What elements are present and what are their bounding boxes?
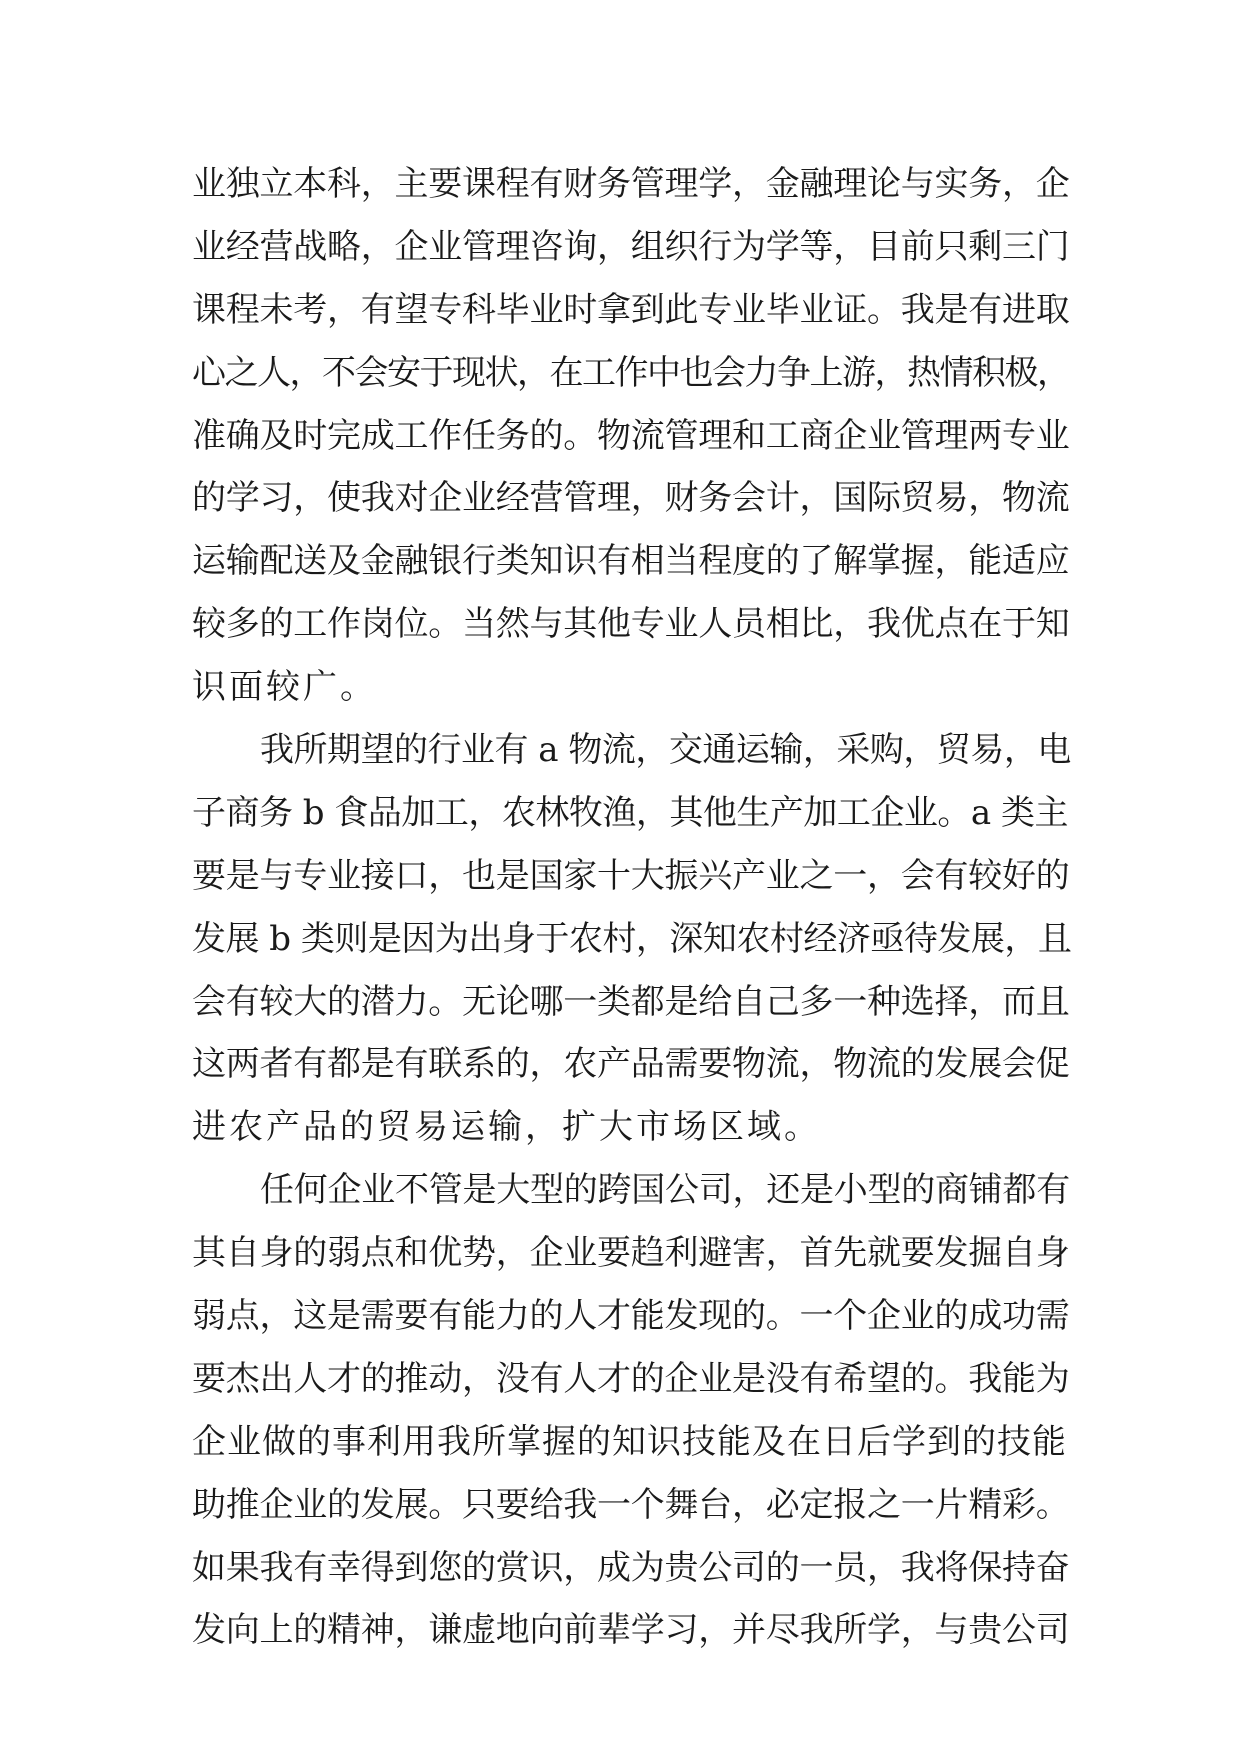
text-line: 心之人，不会安于现状，在工作中也会力争上游，热情积极， <box>192 352 1070 393</box>
text-line: 子商务 b 食品加工，农林牧渔，其他生产加工企业。a 类主 <box>192 792 1068 833</box>
text-line: 准确及时完成工作任务的。物流管理和工商企业管理两专业 <box>192 415 1070 456</box>
text-line: 业独立本科，主要课程有财务管理学，金融理论与实务，企 <box>192 164 1070 204</box>
text-line: 较多的工作岗位。当然与其他专业人员相比，我优点在于知 <box>192 604 1070 645</box>
text-line: 助推企业的发展。只要给我一个舞台，必定报之一片精彩。 <box>192 1484 1070 1525</box>
text-line: 进农产品的贸易运输，扩大市场区域。 <box>192 1107 821 1148</box>
text-line: 如果我有幸得到您的赏识，成为贵公司的一员，我将保持奋 <box>192 1547 1070 1588</box>
text-line: 我所期望的行业有 a 物流，交通运输，采购，贸易，电 <box>260 730 1071 771</box>
text-line: 识面较广。 <box>192 667 377 708</box>
text-line: 其自身的弱点和优势，企业要趋利避害，首先就要发掘自身 <box>192 1233 1070 1274</box>
text-line: 发向上的精神，谦虚地向前辈学习，并尽我所学，与贵公司 <box>192 1610 1070 1651</box>
text-line: 弱点，这是需要有能力的人才能发现的。一个企业的成功需 <box>192 1296 1070 1337</box>
text-line: 要杰出人才的推动，没有人才的企业是没有希望的。我能为 <box>192 1358 1070 1399</box>
text-line: 运输配送及金融银行类知识有相当程度的了解掌握，能适应 <box>192 541 1070 582</box>
text-line: 任何企业不管是大型的跨国公司，还是小型的商铺都有 <box>260 1170 1070 1211</box>
text-line: 发展 b 类则是因为出身于农村，深知农村经济亟待发展，且 <box>192 918 1072 959</box>
text-line: 课程未考，有望专科毕业时拿到此专业毕业证。我是有进取 <box>192 289 1070 330</box>
text-line: 这两者有都是有联系的，农产品需要物流，物流的发展会促 <box>192 1044 1070 1085</box>
text-line: 会有较大的潜力。无论哪一类都是给自己多一种选择，而且 <box>192 981 1070 1022</box>
text-line: 业经营战略，企业管理咨询，组织行为学等，目前只剩三门 <box>192 226 1070 267</box>
body-text <box>192 153 1072 1662</box>
text-line: 企业做的事利用我所掌握的知识技能及在日后学到的技能 <box>192 1421 1067 1462</box>
text-line: 要是与专业接口，也是国家十大振兴产业之一，会有较好的 <box>192 855 1070 896</box>
text-line: 的学习，使我对企业经营管理，财务会计，国际贸易，物流 <box>192 478 1070 519</box>
